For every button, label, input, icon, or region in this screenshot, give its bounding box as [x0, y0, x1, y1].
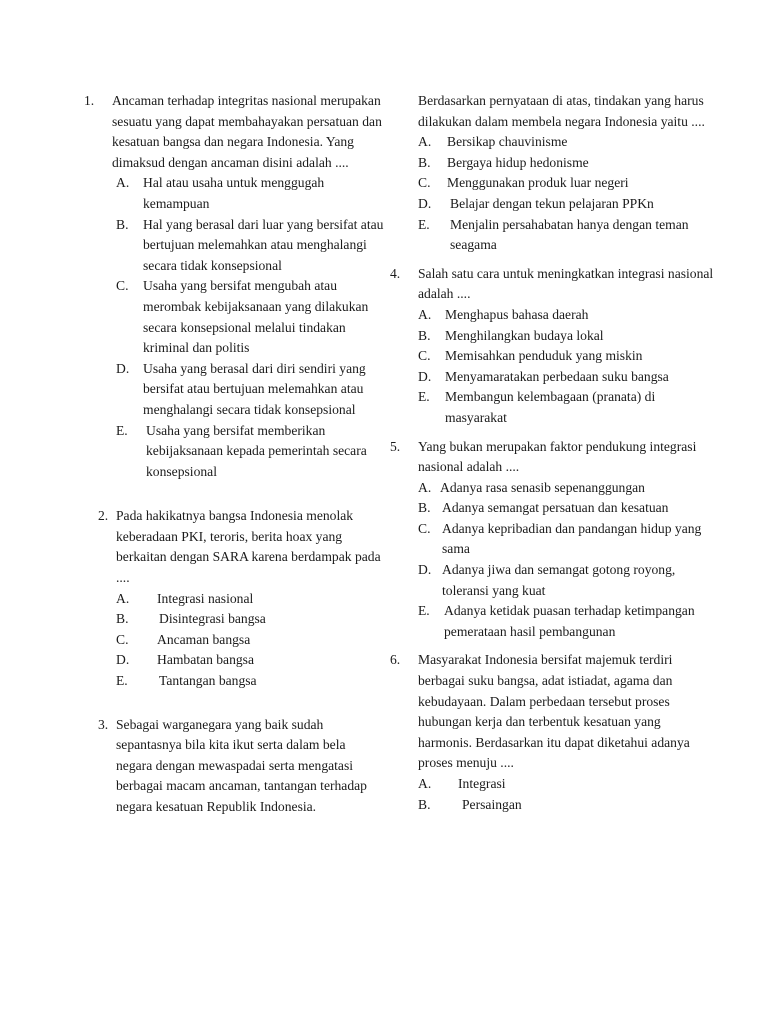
- option-text: Membangun kelembagaan (pranata) di masyarakat: [445, 389, 656, 425]
- left-column: [84, 91, 384, 818]
- option-text: Usaha yang bersifat mengubah atau merombak kebijaksanaan yang dilakukan secara konsepsional melalui tindakan kriminal dan politis: [143, 278, 369, 356]
- question-number: 3.: [98, 716, 109, 732]
- option-letter: D.: [418, 195, 432, 211]
- option-e: [116, 421, 384, 483]
- option-b: [418, 153, 715, 174]
- option-letter: B.: [418, 796, 431, 812]
- spacer: [84, 692, 384, 715]
- option-b: [116, 609, 384, 630]
- option-letter: E.: [116, 673, 128, 689]
- question-4: [390, 264, 715, 429]
- option-text: Adanya ketidak puasan terhadap ketimpangan pemerataan hasil pembangunan: [444, 603, 695, 639]
- question-3: [84, 715, 384, 818]
- spacer: [84, 482, 384, 506]
- option-text: Hal atau usaha untuk menggugah kemampuan: [143, 175, 325, 211]
- question-number: 1.: [84, 93, 95, 108]
- option-letter: D.: [116, 360, 130, 376]
- option-text: Bersikap chauvinisme: [447, 134, 568, 150]
- option-c: [116, 276, 384, 358]
- option-b: [116, 215, 384, 277]
- option-letter: A.: [116, 175, 130, 191]
- option-text: Disintegrasi bangsa: [159, 611, 266, 627]
- option-letter: A.: [418, 134, 432, 150]
- question-number: 6.: [390, 652, 401, 668]
- option-e: [116, 671, 384, 692]
- option-text: Hambatan bangsa: [157, 652, 255, 668]
- option-d: [418, 194, 715, 215]
- option-letter: C.: [116, 631, 129, 647]
- option-letter: A.: [418, 479, 432, 495]
- option-text: Adanya semangat persatuan dan kesatuan: [442, 500, 669, 516]
- question-text: Pada hakikatnya bangsa Indonesia menolak keberadaan PKI, teroris, berita hoax yang berkaitan dengan SARA karena berdampak pada ....: [116, 508, 381, 586]
- option-d: [418, 560, 715, 601]
- option-letter: D.: [418, 562, 432, 578]
- option-d: [116, 359, 384, 421]
- option-text: Usaha yang bersifat memberikan kebijaksanaan kepada pemerintah secara konsepsional: [146, 422, 367, 479]
- question-text: Berdasarkan pernyataan di atas, tindakan yang harus dilakukan dalam membela negara Indonesia yaitu ....: [418, 93, 705, 129]
- option-letter: C.: [116, 278, 129, 294]
- option-a: [418, 774, 715, 795]
- option-letter: E.: [116, 422, 128, 438]
- option-letter: D.: [418, 368, 432, 384]
- option-c: [418, 346, 715, 367]
- option-a: [418, 305, 715, 326]
- right-column: [390, 91, 715, 815]
- option-b: [418, 326, 715, 347]
- spacer: [390, 429, 715, 437]
- option-text: Adanya rasa senasib sepenanggungan: [440, 479, 645, 495]
- option-c: [418, 519, 715, 560]
- option-e: [418, 215, 715, 256]
- option-list: [116, 589, 384, 692]
- option-b: [418, 498, 715, 519]
- option-a: [418, 478, 715, 499]
- option-list: [418, 305, 715, 429]
- option-text: Menggunakan produk luar negeri: [447, 175, 629, 191]
- option-text: Menghilangkan budaya lokal: [445, 327, 604, 343]
- option-e: [418, 387, 715, 428]
- option-letter: E.: [418, 216, 430, 232]
- option-letter: B.: [418, 154, 431, 170]
- option-letter: B.: [116, 611, 129, 627]
- option-list: [418, 132, 715, 256]
- option-text: Ancaman bangsa: [157, 631, 251, 647]
- option-text: Integrasi nasional: [157, 590, 254, 606]
- option-text: Adanya jiwa dan semangat gotong royong, toleransi yang kuat: [442, 562, 676, 598]
- option-c: [116, 630, 384, 651]
- question-text: Masyarakat Indonesia bersifat majemuk terdiri berbagai suku bangsa, adat istiadat, agama dan kebudayaan. Dalam perbedaan tersebut proses hubungan kerja dan terbentuk kesatuan yang harmonis. Berdasarkan itu dapat diketahui adanya proses menuju ....: [418, 652, 690, 771]
- option-letter: C.: [418, 348, 431, 364]
- option-letter: B.: [116, 216, 129, 232]
- option-text: Persaingan: [462, 796, 522, 812]
- option-text: Usaha yang berasal dari diri sendiri yang bersifat atau bertujuan melemahkan atau menghalangi secara tidak konsepsional: [143, 360, 366, 417]
- option-text: Hal yang berasal dari luar yang bersifat atau bertujuan melemahkan atau menghalangi secara tidak konsepsional: [143, 216, 384, 273]
- option-text: Bergaya hidup hedonisme: [447, 154, 589, 170]
- option-d: [116, 650, 384, 671]
- question-2: [84, 506, 384, 691]
- option-list: [116, 173, 384, 482]
- option-text: Menghapus bahasa daerah: [445, 306, 589, 322]
- question-5: [390, 437, 715, 643]
- option-a: [116, 589, 384, 610]
- spacer: [390, 256, 715, 264]
- question-text: Salah satu cara untuk meningkatkan integrasi nasional adalah ....: [418, 265, 714, 302]
- option-list: [418, 774, 715, 815]
- option-letter: A.: [418, 306, 432, 322]
- option-letter: E.: [418, 603, 430, 619]
- option-list: [418, 478, 715, 643]
- option-text: Memisahkan penduduk yang miskin: [445, 348, 643, 364]
- option-b: [418, 795, 715, 816]
- spacer: [390, 642, 715, 650]
- question-text: Yang bukan merupakan faktor pendukung integrasi nasional adalah ....: [418, 438, 697, 475]
- option-letter: C.: [418, 175, 431, 191]
- option-c: [418, 173, 715, 194]
- option-text: Belajar dengan tekun pelajaran PPKn: [450, 195, 654, 211]
- option-letter: B.: [418, 500, 431, 516]
- option-letter: C.: [418, 520, 431, 536]
- option-text: Adanya kepribadian dan pandangan hidup yang sama: [442, 520, 702, 557]
- question-number: 5.: [390, 438, 401, 454]
- question-number: 4.: [390, 265, 401, 281]
- option-text: Integrasi: [458, 776, 506, 791]
- question-1: [84, 91, 384, 482]
- question-6: [390, 650, 715, 815]
- option-letter: A.: [116, 590, 130, 606]
- question-3-continuation: [390, 91, 715, 256]
- option-a: [116, 173, 384, 214]
- option-d: [418, 367, 715, 388]
- option-letter: E.: [418, 389, 430, 405]
- question-text: Sebagai warganegara yang baik sudah sepantasnya bila kita ikut serta dalam bela negara dengan mewaspadai serta mengatasi berbagai macam ancaman, tantangan terhadap negara kesatuan Republik Indonesia.: [116, 716, 367, 814]
- option-text: Menyamaratakan perbedaan suku bangsa: [445, 368, 669, 384]
- option-letter: D.: [116, 652, 130, 668]
- question-text: Ancaman terhadap integritas nasional merupakan sesuatu yang dapat membahayakan persatuan dan kesatuan bangsa dan negara Indonesia. Yang dimaksud dengan ancaman disini adalah ....: [112, 93, 382, 170]
- option-letter: A.: [418, 776, 432, 791]
- option-text: Menjalin persahabatan hanya dengan teman seagama: [450, 216, 689, 253]
- question-number: 2.: [98, 508, 109, 524]
- option-a: [418, 132, 715, 153]
- option-e: [418, 601, 715, 642]
- option-letter: B.: [418, 327, 431, 343]
- option-text: Tantangan bangsa: [159, 673, 257, 689]
